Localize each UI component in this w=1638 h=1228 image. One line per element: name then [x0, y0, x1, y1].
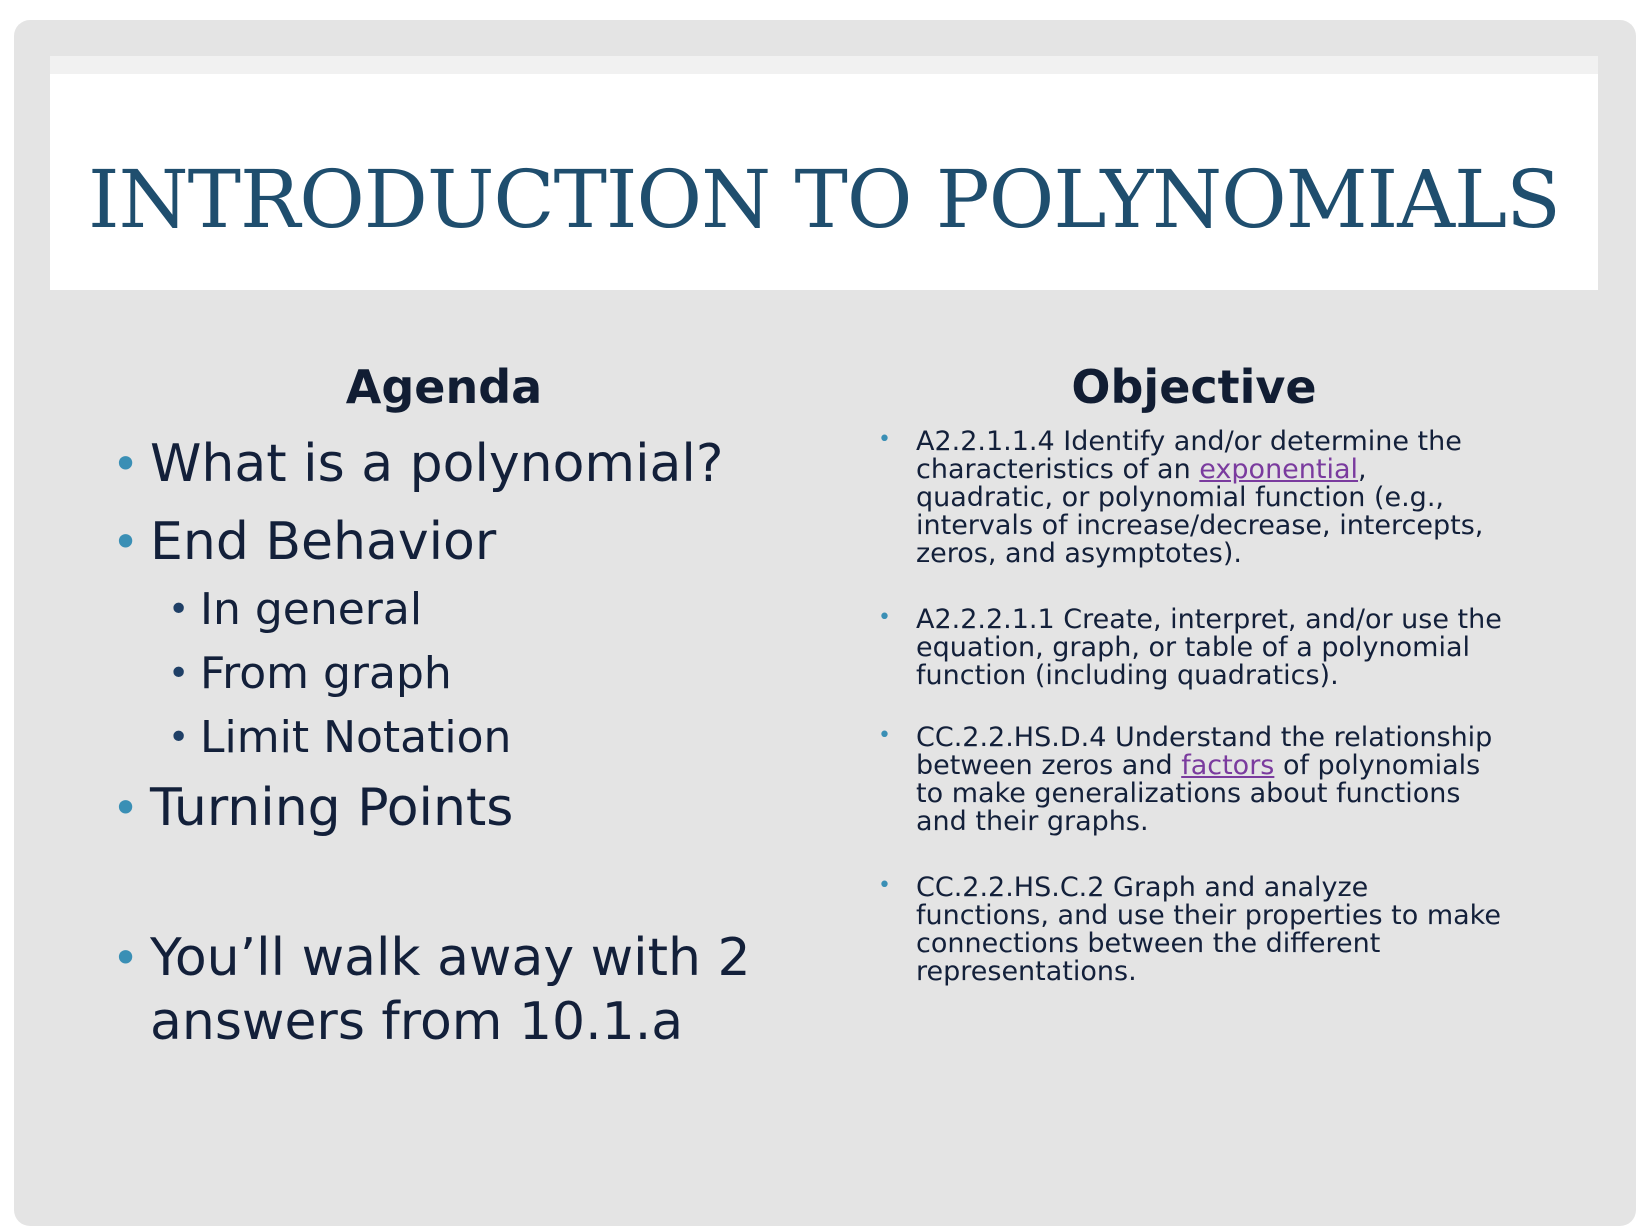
slide	[14, 20, 1636, 1226]
objective-line: representations.	[916, 956, 1137, 987]
agenda-item-label: You’ll walk away with 2	[150, 928, 751, 988]
bullet-icon: •	[168, 717, 190, 758]
objective-item	[878, 604, 1556, 691]
bullet-icon: •	[168, 653, 190, 694]
bullet-icon: •	[112, 781, 140, 835]
objective-line: equation, graph, or table of a polynomial	[916, 632, 1471, 663]
agenda-item-label: Turning Points	[150, 778, 514, 838]
objective-item	[878, 872, 1556, 987]
objective-line: zeros, and asymptotes).	[916, 538, 1242, 569]
bullet-icon: •	[112, 931, 140, 985]
bullet-icon: •	[168, 589, 190, 630]
agenda-item-label: End Behavior	[150, 512, 497, 572]
exponential-link[interactable]: exponential	[1199, 454, 1359, 485]
objective-line: A2.2.2.1.1 Create, interpret, and/or use the	[916, 604, 1502, 635]
objective-item	[878, 426, 1556, 569]
objective-text: ,	[1358, 454, 1367, 485]
bullet-icon: •	[878, 605, 891, 630]
slide-title: INTRODUCTION TO POLYNOMIALS	[88, 153, 1560, 246]
agenda-subitem-label: From graph	[200, 648, 452, 699]
objective-line: function (including quadratics).	[916, 660, 1339, 691]
objective-text: of polynomials	[1274, 750, 1481, 781]
agenda-item-label: answers from 10.1.a	[150, 992, 684, 1052]
objective-line: CC.2.2.HS.D.4 Understand the relationship	[916, 722, 1493, 753]
objective-line: CC.2.2.HS.C.2 Graph and analyze	[916, 872, 1369, 903]
bullet-icon: •	[878, 723, 891, 748]
objective-line: functions, and use their properties to make	[916, 900, 1501, 931]
objective-item	[878, 722, 1556, 837]
objective-line	[916, 456, 1556, 484]
agenda-heading: Agenda	[345, 360, 543, 414]
bullet-icon: •	[112, 437, 140, 491]
agenda-subitem-label: In general	[200, 584, 423, 635]
objective-line	[916, 752, 1556, 780]
agenda-item-label: What is a polynomial?	[150, 434, 724, 494]
objective-list	[14, 20, 1636, 1226]
objective-text: between zeros and	[916, 750, 1182, 781]
objective-text: characteristics of an	[916, 454, 1200, 485]
bullet-icon: •	[878, 427, 891, 452]
objective-line: A2.2.1.1.4 Identify and/or determine the	[916, 426, 1462, 457]
agenda-subitem-label: Limit Notation	[200, 712, 512, 763]
bullet-icon: •	[878, 873, 891, 898]
objective-line: and their graphs.	[916, 806, 1149, 837]
objective-line: intervals of increase/decrease, intercepts,	[916, 510, 1484, 541]
objective-line: connections between the different	[916, 928, 1381, 959]
objective-line: to make generalizations about functions	[916, 778, 1461, 809]
objective-heading: Objective	[1071, 360, 1317, 414]
factors-link[interactable]: factors	[1181, 750, 1275, 781]
bullet-icon: •	[112, 515, 140, 569]
objective-line: quadratic, or polynomial function (e.g.,	[916, 482, 1444, 513]
